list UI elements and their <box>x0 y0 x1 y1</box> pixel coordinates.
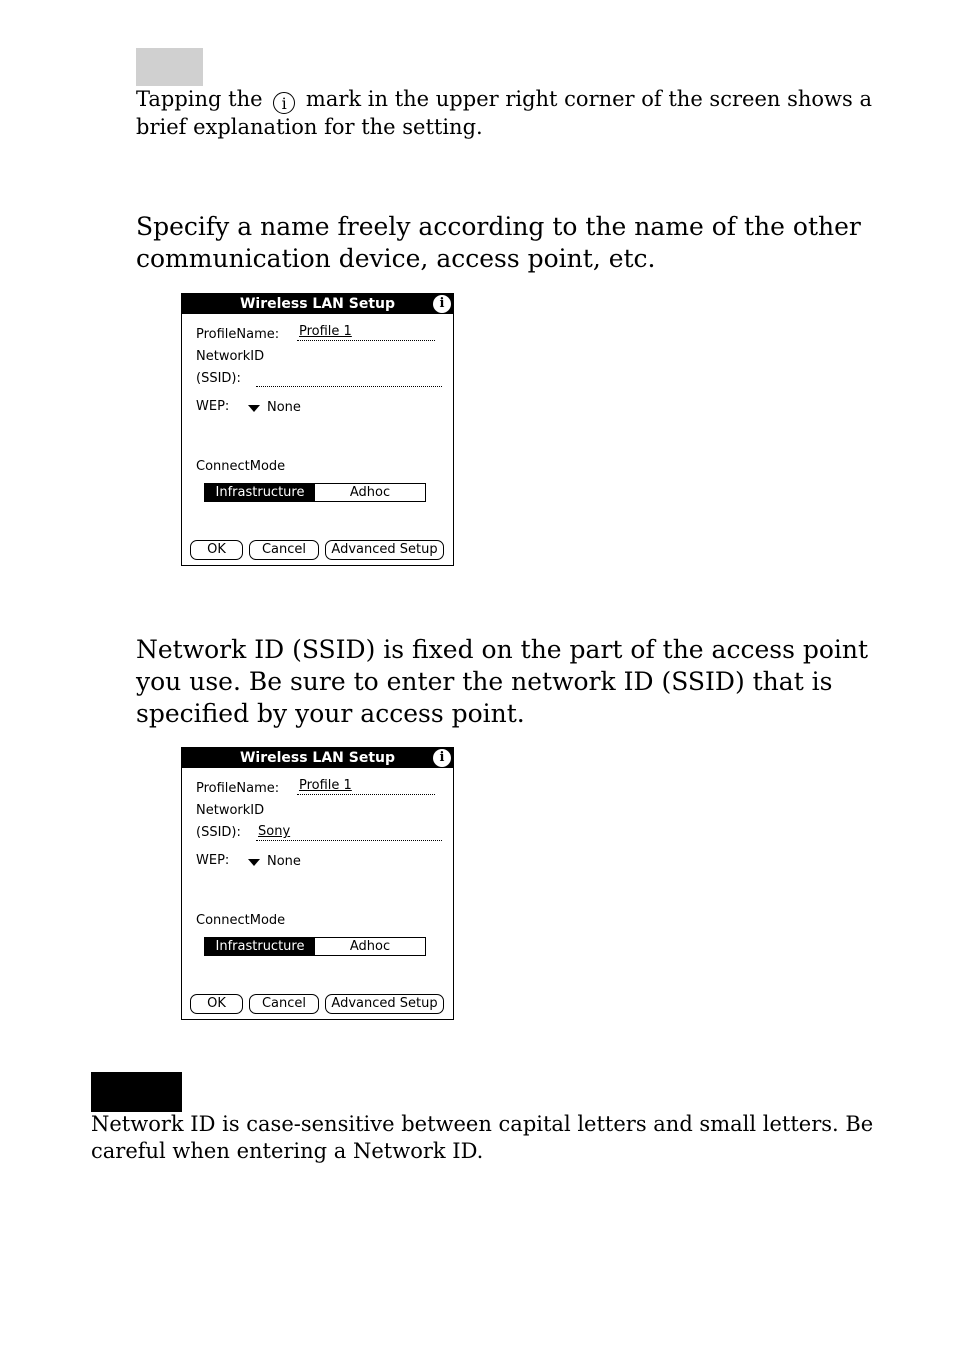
advanced-setup-button[interactable]: Advanced Setup <box>325 994 444 1014</box>
profile-name-field[interactable] <box>297 325 435 341</box>
mode-infrastructure-option[interactable]: Infrastructure <box>205 484 315 501</box>
profile-name-value: Profile 1 <box>299 778 352 793</box>
ssid-label: (SSID): <box>196 825 241 840</box>
ssid-label: (SSID): <box>196 371 241 386</box>
cancel-button[interactable]: Cancel <box>249 994 319 1014</box>
info-icon[interactable]: i <box>433 749 451 767</box>
note-heading-box <box>91 1072 182 1112</box>
advanced-setup-button[interactable]: Advanced Setup <box>325 540 444 560</box>
connect-mode-label: ConnectMode <box>196 459 286 474</box>
info-icon: i <box>273 92 295 114</box>
screen-title: Wireless LAN Setup <box>239 296 396 312</box>
profile-name-label: ProfileName: <box>196 327 280 342</box>
connect-mode-label: ConnectMode <box>196 913 286 928</box>
profile-name-field[interactable] <box>297 779 435 795</box>
network-id-label: NetworkID <box>196 803 265 818</box>
dropdown-arrow-icon[interactable] <box>248 859 260 866</box>
wep-value[interactable]: None <box>267 854 301 869</box>
tip-text-before: Tapping the <box>136 87 263 111</box>
ok-button[interactable]: OK <box>190 540 243 560</box>
wep-label: WEP: <box>196 399 230 414</box>
connect-mode-selector <box>204 937 426 956</box>
ssid-value: Sony <box>258 824 291 839</box>
info-icon[interactable]: i <box>433 295 451 313</box>
paragraph-network-id: Network ID (SSID) is fixed on the part of the access point you use. Be sure to enter the network ID (SSID) that is specified by your access point. <box>136 635 869 728</box>
ssid-field[interactable] <box>256 825 442 841</box>
wep-label: WEP: <box>196 853 230 868</box>
profile-name-label: ProfileName: <box>196 781 280 796</box>
wireless-lan-setup-screen-2 <box>181 747 454 1020</box>
title-bar <box>182 294 453 314</box>
ok-button[interactable]: OK <box>190 994 243 1014</box>
paragraph-profile-name: Specify a name freely according to the name of the other communication device, access point, etc. <box>136 212 861 273</box>
connect-mode-selector <box>204 483 426 502</box>
wep-value[interactable]: None <box>267 400 301 415</box>
screen-title: Wireless LAN Setup <box>239 750 396 766</box>
dropdown-arrow-icon[interactable] <box>248 405 260 412</box>
tip-text-after: mark in the upper right corner of the screen shows a brief explanation for the setting. <box>136 87 872 139</box>
cancel-button[interactable]: Cancel <box>249 540 319 560</box>
title-bar <box>182 748 453 768</box>
mode-infrastructure-option[interactable]: Infrastructure <box>205 938 315 955</box>
tip-heading-box <box>136 48 203 86</box>
mode-adhoc-option[interactable]: Adhoc <box>349 485 391 500</box>
ssid-field[interactable] <box>256 371 442 387</box>
profile-name-value: Profile 1 <box>299 324 352 339</box>
note-text: Network ID is case-sensitive between capital letters and small letters. Be careful when entering a Network ID. <box>91 1112 874 1163</box>
mode-adhoc-option[interactable]: Adhoc <box>349 939 391 954</box>
tip-text <box>136 86 896 141</box>
wireless-lan-setup-screen-1 <box>181 293 454 566</box>
network-id-label: NetworkID <box>196 349 265 364</box>
